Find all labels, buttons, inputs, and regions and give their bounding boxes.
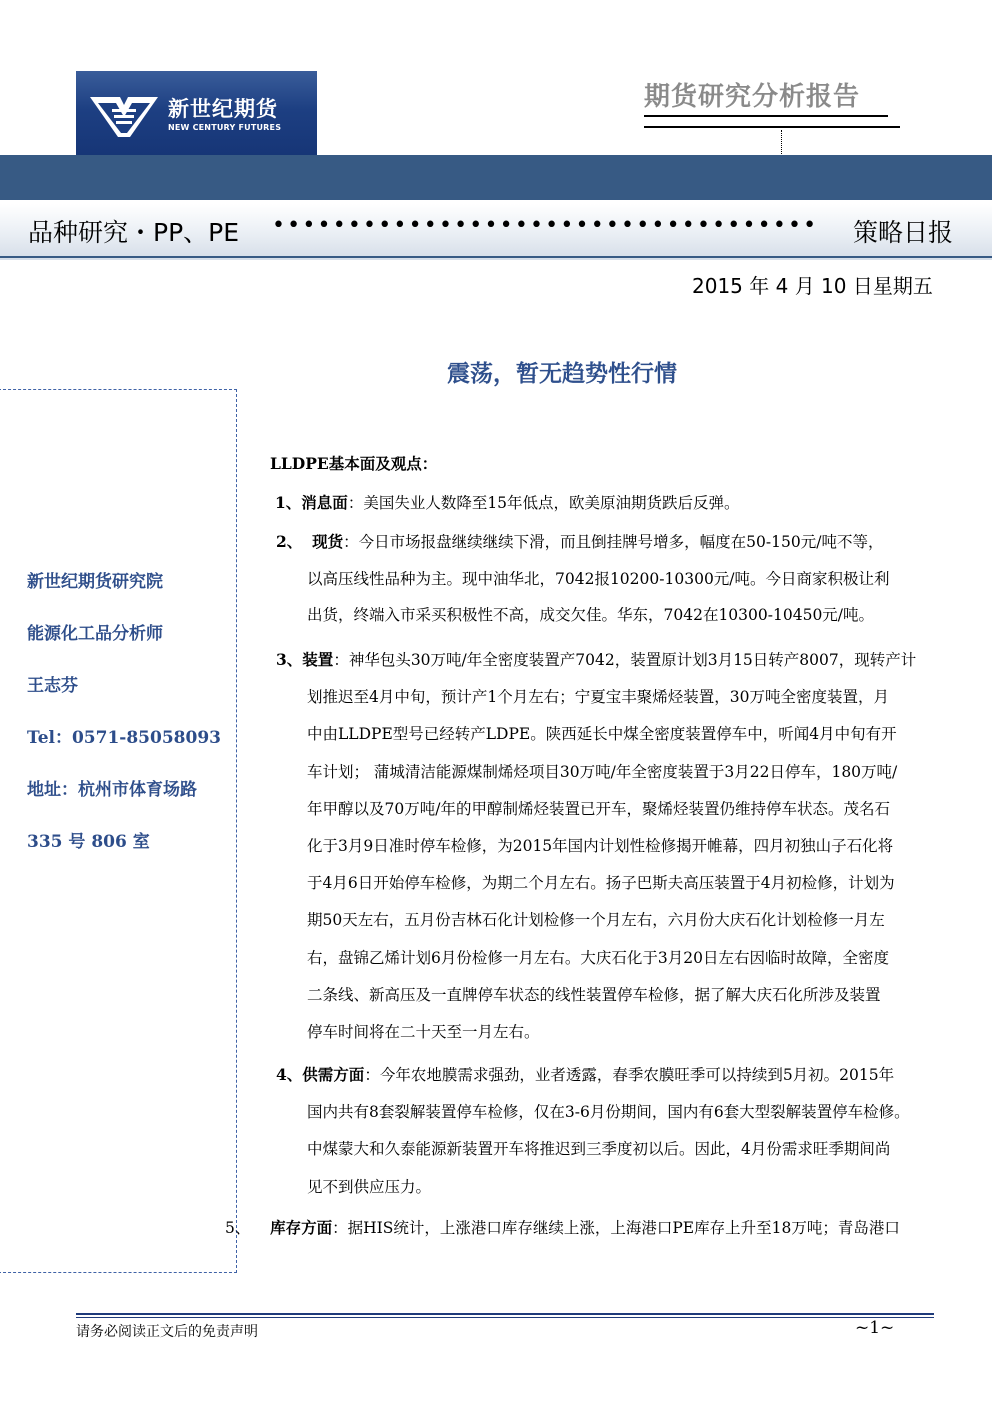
list-item bbox=[225, 1216, 900, 1238]
item-number: 5、 bbox=[225, 1219, 251, 1237]
item-label: 供需方面 bbox=[302, 1065, 365, 1084]
item-continuation: 见不到供应压力。 bbox=[307, 1178, 432, 1196]
item-label: 装置 bbox=[302, 650, 334, 669]
section-title-text: LLDPE基本面及观点： bbox=[270, 454, 438, 473]
item-label: 库存方面 bbox=[270, 1218, 333, 1237]
subtitle-category: 品种研究・PP、PE bbox=[28, 218, 240, 247]
item-continuation: 右，盘锦乙烯计划6月份检修一月左右。大庆石化于3月20日左右因临时故障，全密度 bbox=[307, 949, 889, 967]
item-number: 3、 bbox=[276, 650, 303, 669]
item-number: 1、 bbox=[275, 493, 302, 512]
report-type-title: 期货研究分析报告 bbox=[644, 82, 861, 112]
item-continuation: 化于3月9日准时停车检修，为2015年国内计划性检修揭开帷幕，四月初独山子石化将 bbox=[307, 837, 894, 855]
subtitle-report-kind: 策略日报 bbox=[853, 218, 954, 247]
item-continuation: 二条线、新高压及一直牌停车状态的线性装置停车检修，据了解大庆石化所涉及装置 bbox=[307, 986, 881, 1004]
company-logo bbox=[76, 71, 317, 157]
list-item bbox=[276, 530, 883, 552]
list-item bbox=[276, 648, 916, 670]
item-text: ：神华包头30万吨/年全密度装置产7042，装置原计划3月15日转产8007，现转产计 bbox=[333, 651, 917, 669]
analyst-role: 能源化工品分析师 bbox=[27, 624, 163, 644]
list-item bbox=[276, 1063, 894, 1085]
item-continuation: 于4月6日开始停车检修，为期二个月左右。扬子巴斯夫高压装置于4月初检修，计划为 bbox=[307, 874, 895, 892]
header-divider bbox=[781, 130, 782, 156]
logo-chinese-name: 新世纪期货 bbox=[168, 96, 278, 121]
analyst-name: 王志芬 bbox=[27, 676, 78, 696]
footer-disclaimer: 请务必阅读正文后的免责声明 bbox=[76, 1324, 258, 1340]
report-date: 2015 年 4 月 10 日星期五 bbox=[692, 274, 933, 298]
item-text: ：美国失业人数降至15年低点，欧美原油期货跌后反弹。 bbox=[347, 494, 740, 512]
item-text: ：今年农地膜需求强劲，业者透露，春季农膜旺季可以持续到5月初。2015年 bbox=[364, 1066, 895, 1084]
item-continuation: 以高压线性品种为主。现中油华北，7042报10200-10300元/吨。今日商家积极让利 bbox=[307, 570, 890, 588]
logo-mark-icon bbox=[90, 95, 158, 139]
page-number: ~1~ bbox=[855, 1318, 895, 1338]
footer-rule bbox=[76, 1313, 934, 1315]
header-band bbox=[0, 155, 992, 200]
item-text: ：今日市场报盘继续继续下滑，而且倒挂牌号增多，幅度在50-150元/吨不等， bbox=[343, 533, 884, 551]
item-text: ：据HIS统计，上涨港口库存继续上涨，上海港口PE库存上升至18万吨；青岛港口 bbox=[332, 1219, 900, 1237]
list-item bbox=[275, 491, 740, 513]
page-headline: 震荡，暂无趋势性行情 bbox=[447, 361, 677, 387]
analyst-org: 新世纪期货研究院 bbox=[27, 572, 163, 592]
item-continuation: 中煤蒙大和久泰能源新装置开车将推迟到三季度初以后。因此，4月份需求旺季期间尚 bbox=[307, 1140, 891, 1158]
header-rule bbox=[644, 115, 888, 117]
item-number: 2、 bbox=[276, 532, 303, 551]
subtitle-rule bbox=[0, 256, 992, 258]
analyst-address: 地址：杭州市体育场路 bbox=[27, 780, 197, 800]
item-continuation: 期50天左右，五月份吉林石化计划检修一个月左右，六月份大庆石化计划检修一月左 bbox=[307, 911, 885, 929]
logo-english-name: NEW CENTURY FUTURES bbox=[168, 123, 282, 132]
item-continuation: 车计划； 蒲城清洁能源煤制烯烃项目30万吨/年全密度装置于3月22日停车，180万吨/ bbox=[307, 763, 898, 781]
analyst-address: 335 号 806 室 bbox=[27, 832, 150, 852]
subtitle-dot-leader: •••••••••••••••••••••••••••••••••••• bbox=[272, 213, 819, 238]
item-continuation: 划推迟至4月中旬，预计产1个月左右；宁夏宝丰聚烯烃装置，30万吨全密度装置，月 bbox=[307, 688, 889, 706]
analyst-phone: Tel：0571-85058093 bbox=[27, 728, 221, 748]
item-continuation: 出货，终端入市采买积极性不高，成交欠佳。华东，7042在10300-10450元/吨。 bbox=[307, 606, 875, 624]
item-continuation: 停车时间将在二十天至一月左右。 bbox=[307, 1023, 540, 1041]
item-number: 4、 bbox=[276, 1065, 303, 1084]
item-continuation: 国内共有8套裂解装置停车检修，仅在3-6月份期间，国内有6套大型裂解装置停车检修。 bbox=[307, 1103, 910, 1121]
header-rule bbox=[644, 126, 900, 128]
item-label: 消息面 bbox=[301, 493, 348, 512]
item-continuation: 中由LLDPE型号已经转产LDPE。陕西延长中煤全密度装置停车中，听闻4月中旬有开 bbox=[307, 725, 897, 743]
item-label: 现货 bbox=[312, 532, 344, 551]
section-title bbox=[270, 452, 437, 474]
item-continuation: 年甲醇以及70万吨/年的甲醇制烯烃装置已开车，聚烯烃装置仍维持停车状态。茂名石 bbox=[307, 800, 890, 818]
footer-rule bbox=[76, 1317, 934, 1318]
